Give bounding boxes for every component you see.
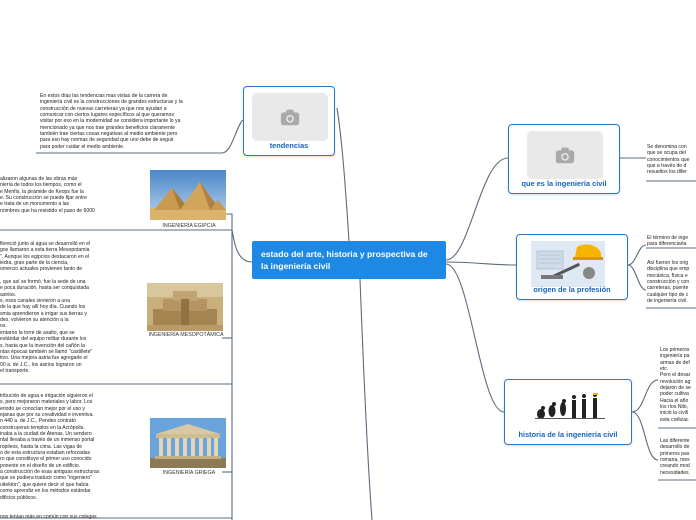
topic-label: tendencias xyxy=(269,141,309,150)
image-placeholder xyxy=(252,93,328,141)
camera-icon xyxy=(279,106,301,128)
caption-griega: INGENIERÍA GRIEGA xyxy=(162,470,216,476)
image-placeholder xyxy=(527,131,603,179)
link-central-origen xyxy=(446,262,516,265)
tools-image xyxy=(531,241,605,287)
ziggurat-image xyxy=(147,283,223,331)
topic-historia[interactable] xyxy=(504,379,632,445)
link-central-que-es xyxy=(446,158,508,260)
section-mesopotamica[interactable] xyxy=(136,283,236,343)
topic-origen[interactable] xyxy=(516,234,628,300)
note-que-es: Se denomina con que se ocupa del conocimientos que que a través de d resueltos los difer xyxy=(647,144,690,176)
topic-tendencias[interactable] xyxy=(243,86,335,156)
note-mesopotamica: floreció junto al agua se desarrolló en el gos llamaron a esta tierra Mesopotamia ". Aunque los egipcios destacaron en el iedra, gran parte de la ciencia, omercio actuales provienen tanto de , que así se formó, fue la sede de una e poca duración, hasta ser conquistada asirios. s, esos canales sirvieron a una de la que hay allí hoy día. Cuando los smia aprendieron a irrigar sus tierras y des, volvieron su atención a la os. entaron la torre de asalto, que se estándar del equipo militar durante los s, hasta que la invención del cañón la ntas épocas también se llamó "castillete" tivo. Una mejora asiria fue agregarle el 00 a. de J.C., los asirios lograron un el transporte. xyxy=(0,241,93,374)
note-historia-2: Las diferente desarrollo de primeros pas romana, mes creando mod necesidades. xyxy=(660,438,691,476)
note-griega: tribución de agua e irrigación siguieron el s, pero mejoraron materiales y labor. Los eriodo se conocían mejor por el uso y ejanas que por su creatividad e inventiva. n 440 a. de J.C., Pendes contrató construyeran templos en la Acrópolis, inaba a la ciudad de Atenas. Un sendero ntal llevaba a través de un inmenso portal ropileos, hasta la cima. Las vigas de o de esta estructura estaban reforzadas ro que constituye el primer uso conocido ponente en el diseño de un edificio. a construcción de esas antiguas estructuras que se pudiera traducir como "ingeniero" uitekton", que quiere decir el que había como aprendiz en los métodos estándar dificios públicos. xyxy=(0,393,100,501)
link-central-bottom xyxy=(360,279,372,520)
note-egipcia: alizaron algunas de las obras más niería de todos los tiempos, como el e Menfis, la pirámide de Keops fue la e. Su construcción se puede fijar entre e trata de un monumento a las nombres que ha resistido el paso de 6000 xyxy=(0,176,95,214)
note-historia-1: Los primeros ingeniería pa armas de def etc. Pero el desar revolución ag dejaron de se poder cultiva Hacia el año los ríos Nilo, inició la civilí esta civilizac xyxy=(660,347,691,423)
pyramids-image xyxy=(150,170,226,220)
note-origen-1: El término de inge para diferenciarla xyxy=(647,235,689,248)
caption-egipcia: INGENIERÍA EGIPCIA xyxy=(162,223,216,229)
link-central-historia xyxy=(446,264,504,412)
camera-icon xyxy=(554,144,576,166)
link-central-tendencias xyxy=(337,108,349,241)
link-central-left xyxy=(232,230,252,262)
caption-mesopotamica: INGENIERÍA MESOPOTÁMICA xyxy=(148,332,224,338)
topic-que-es[interactable] xyxy=(508,124,620,194)
note-tendencias: En estos días las tendencias mas vistas de la carrera de ingeniería civil es la construcciones de grandes estructuras y la construcción de nuevas carreteras ya que nos ayudan a comunicar con ciertos lugares específicos al que queramos visitar por eso en la modernidad se considera importante lo ya mencionado ya que nos trae grandes beneficios claramente también trae ciertas cosas negativas al medio ambiente pero para eso hay normas de seguridad que uno debe de seguir para poder cuidar el medio ambiente. xyxy=(40,93,183,150)
central-topic[interactable] xyxy=(252,241,446,279)
topic-label: historia de la ingeniería civil xyxy=(518,430,618,439)
section-griega[interactable] xyxy=(140,418,238,478)
note-tail: nos tenían más en común con sus colegas xyxy=(0,514,97,520)
parthenon-image xyxy=(150,418,226,468)
topic-label: que es la ingeniería civil xyxy=(521,179,607,188)
evolution-image xyxy=(535,388,605,422)
note-origen-2: Así fueron los orig disciplina que emp mecánica, física e construcción y con carreteras, puente cualquier tipo de c de ingeniería civil. xyxy=(647,260,690,305)
section-egipcia[interactable] xyxy=(140,170,238,230)
topic-label: origen de la profesión xyxy=(533,285,611,294)
central-title: estado del arte, historia y prospectiva de la ingeniería civil xyxy=(261,249,428,271)
